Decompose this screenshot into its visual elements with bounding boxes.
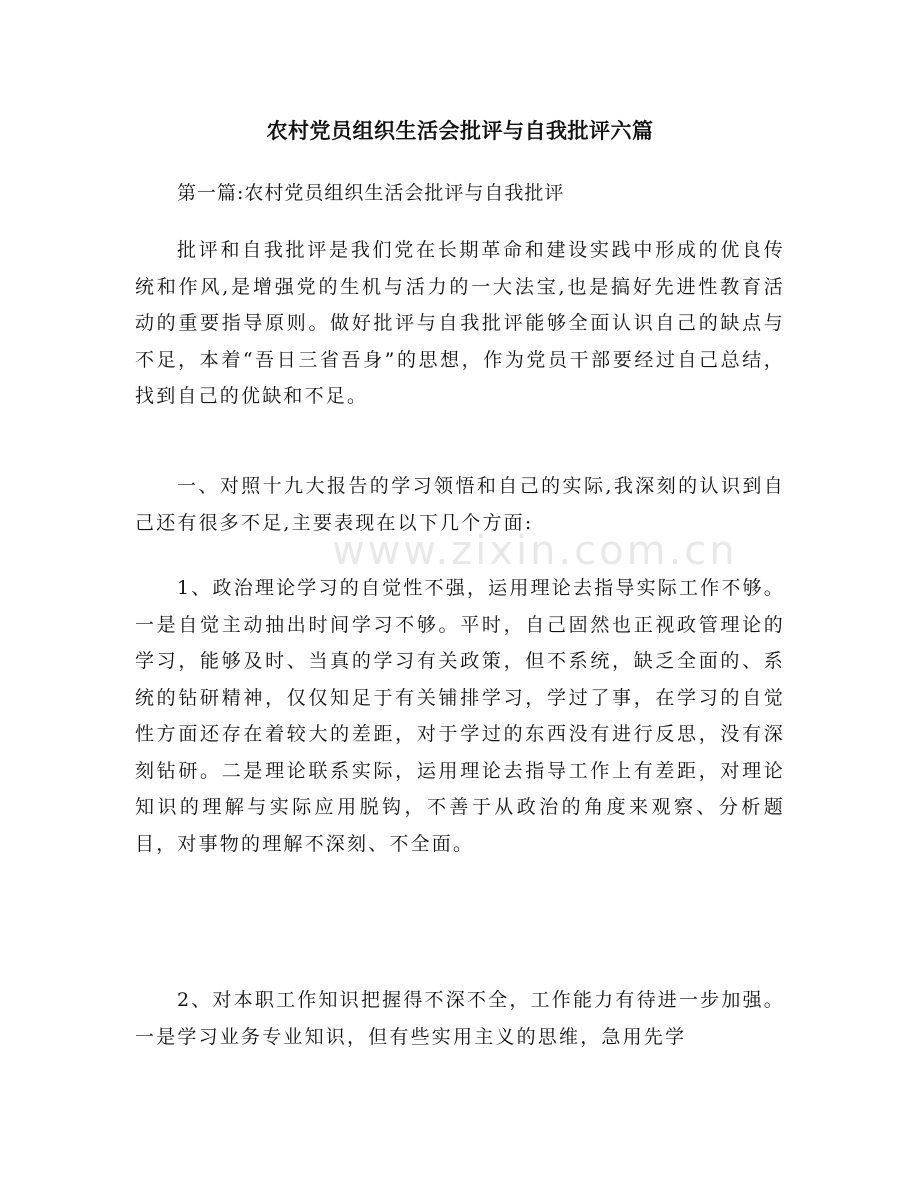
document-title: 农村党员组织生活会批评与自我批评六篇 (266, 119, 654, 143)
paragraph-section-one: 一、对照十九大报告的学习领悟和自己的实际,我深刻的认识到自己还有很多不足,主要表现在以下几个方面: (135, 475, 785, 534)
paragraph-intro: 批评和自我批评是我们党在长期革命和建设实践中形成的优良传统和作风,是增强党的生机与活力的一大法宝,也是搞好先进性教育活动的重要指导原则。做好批评与自我批评能够全面认识自己的缺点与不足，本着“吾日三省吾身”的思想，作为党员干部要经过自己总结，找到自己的优缺和不足。 (135, 239, 785, 407)
paragraph-item-one: 1、政治理论学习的自觉性不强，运用理论去指导实际工作不够。一是自觉主动抽出时间学习不够。平时，自己固然也正视政管理论的学习，能够及时、当真的学习有关政策，但不系统，缺乏全面的、系统的钻研精神，仅仅知足于有关铺排学习，学过了事，在学习的自觉性方面还存在着较大的差距，对于学过的东西没有进行反思，没有深刻钻研。二是理论联系实际，运用理论去指导工作上有差距，对理论知识的理解与实际应用脱钩，不善于从政治的角度来观察、分析题目，对事物的理解不深刻、不全面。 (135, 577, 785, 855)
watermark: www.zixin.com.cn (332, 528, 738, 574)
paragraph-item-two: 2、对本职工作知识把握得不深不全，工作能力有待进一步加强。一是学习业务专业知识，但有些实用主义的思维，急用先学 (135, 989, 785, 1048)
document-subtitle: 第一篇:农村党员组织生活会批评与自我批评 (177, 182, 565, 204)
